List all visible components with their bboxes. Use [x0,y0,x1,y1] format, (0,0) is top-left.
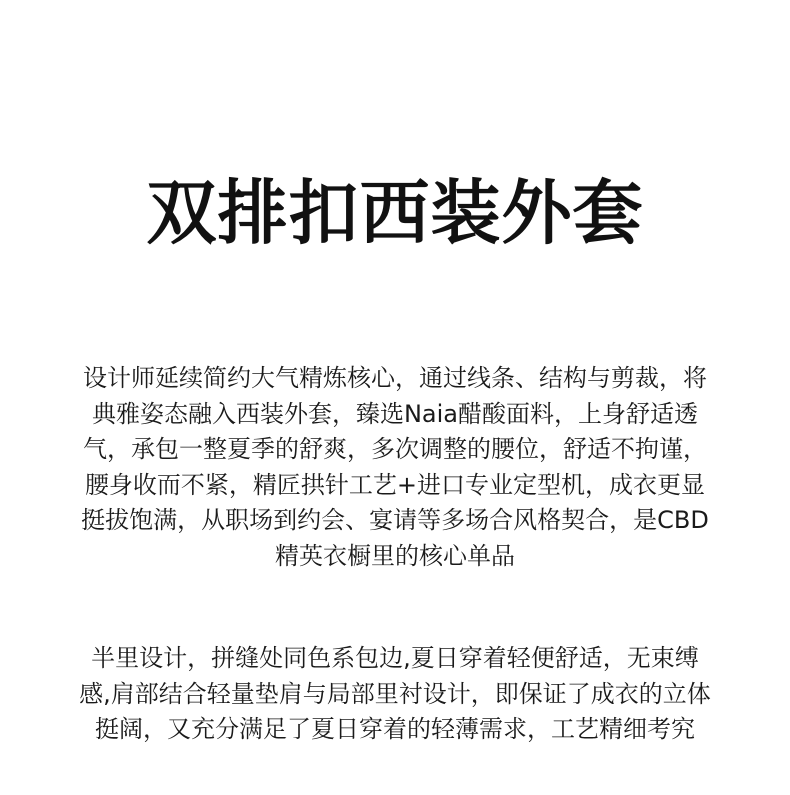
product-description-design: 设计师延续简约大气精炼核心，通过线条、结构与剪裁，将典雅姿态融入西装外套，臻选Naia醋酸面料，上身舒适透气，承包一整夏季的舒爽，多次调整的腰位，舒适不拘谨，腰身收而不紧，精匠拱针工艺+进口专业定型机，成衣更显挺拔饱满，从职场到约会、宴请等多场合风格契合，是CBD精英衣橱里的核心单品 [81,364,709,570]
product-title: 双排扣西装外套 [146,172,644,254]
product-description-lining: 半里设计，拼缝处同色系包边,夏日穿着轻便舒适，无束缚感,肩部结合轻量垫肩与局部里衬设计，即保证了成衣的立体挺阔，又充分满足了夏日穿着的轻薄需求，工艺精细考究 [79,644,711,743]
